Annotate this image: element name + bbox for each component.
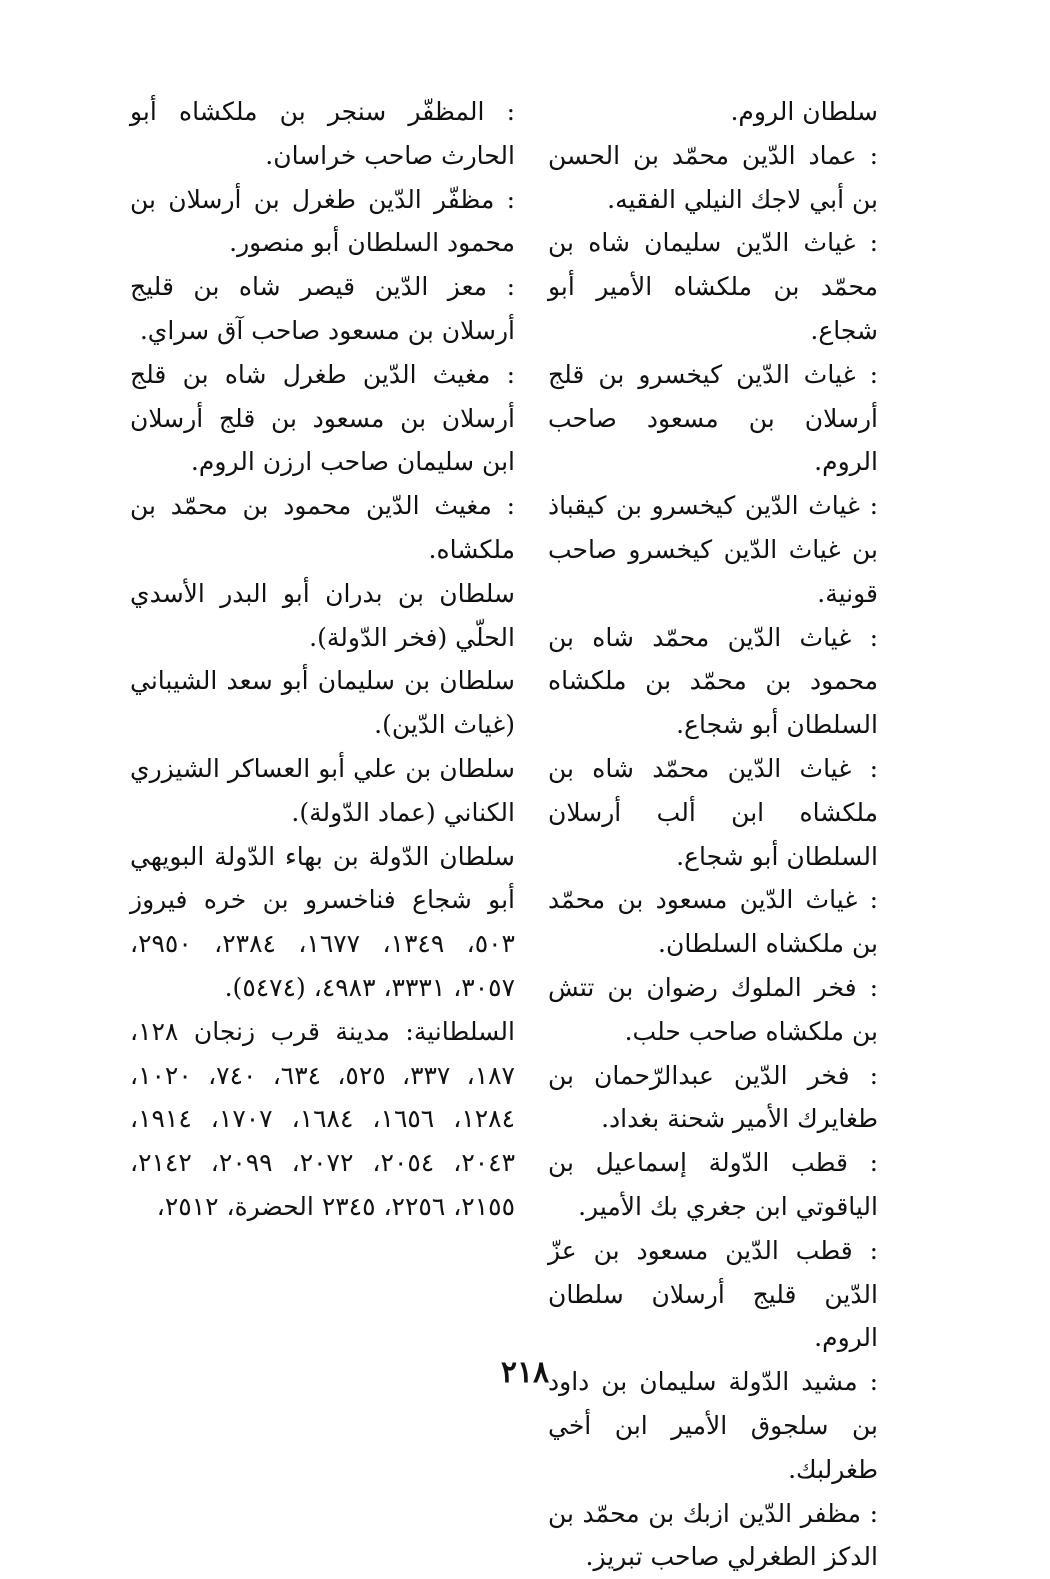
index-entry: سلطان بن علي أبو العساكر الشيزري الكناني (عماد الدّولة). — [130, 747, 515, 835]
index-entry: : مغيث الدّين محمود بن محمّد بن ملكشاه. — [130, 484, 515, 572]
index-entry: سلطان بن بدران أبو البدر الأسدي الحلّي (فخر الدّولة). — [130, 572, 515, 660]
index-entry: : معز الدّين قيصر شاه بن قليج أرسلان بن مسعود صاحب آق سراي. — [130, 265, 515, 353]
index-entry: : فخر الملوك رضوان بن تتش بن ملكشاه صاحب حلب. — [548, 966, 878, 1054]
index-entry: : غياث الدّين محمّد شاه بن ملكشاه ابن ألب أرسلان السلطان أبو شجاع. — [548, 747, 878, 878]
index-entry: : قطب الدّين مسعود بن عزّ الدّين قليج أرسلان سلطان الروم. — [548, 1229, 878, 1360]
index-entry: : غياث الدّين سليمان شاه بن محمّد بن ملكشاه الأمير أبو شجاع. — [548, 221, 878, 352]
index-entry: سلطان الروم. — [548, 90, 878, 134]
index-entry: : فخر الدّين عبدالرّحمان بن طغايرك الأمير شحنة بغداد. — [548, 1054, 878, 1142]
index-entry: : قطب الدّولة إسماعيل بن الياقوتي ابن جغري بك الأمير. — [548, 1141, 878, 1229]
index-entry: : مشيد الدّولة سليمان بن داود بن سلجوق الأمير ابن أخي طغرلبك. — [548, 1360, 878, 1491]
index-entry: : غياث الدّين كيخسرو بن قلج أرسلان بن مسعود صاحب الروم. — [548, 353, 878, 484]
index-entry: السلطانية: مدينة قرب زنجان ١٢٨، ١٨٧، ٣٣٧، ٥٢٥، ٦٣٤، ٧٤٠، ١٠٢٠، ١٢٨٤، ١٦٥٦، ١٦٨٤، ١٧٠٧، ١٩١٤، ٢٠٤٣، ٢٠٥٤، ٢٠٧٢، ٢٠٩٩، ٢١٤٢، ٢١٥٥، ٢٢٥٦، ٢٣٤٥ الحضرة، ٢٥١٢، — [130, 1010, 515, 1229]
index-entry: : غياث الدّين مسعود بن محمّد بن ملكشاه السلطان. — [548, 878, 878, 966]
index-entry: : غياث الدّين كيخسرو بن كيقباذ بن غياث الدّين كيخسرو صاحب قونية. — [548, 484, 878, 615]
left-column — [130, 90, 515, 1229]
index-entry: : مظفر الدّين ازبك بن محمّد بن الدكز الطغرلي صاحب تبريز. — [548, 1492, 878, 1579]
index-entry: سلطان الدّولة بن بهاء الدّولة البويهي أبو شجاع فناخسرو بن خره فيروز ٥٠٣، ١٣٤٩، ١٦٧٧، ٢٣٨٤، ٢٩٥٠، ٣٠٥٧، ٣٣٣١، ٤٩٨٣، (٥٤٧٤). — [130, 835, 515, 1010]
index-entry: : المظفّر سنجر بن ملكشاه أبو الحارث صاحب خراسان. — [130, 90, 515, 178]
index-entry: : مظفّر الدّين طغرل بن أرسلان بن محمود السلطان أبو منصور. — [130, 178, 515, 266]
index-entry: : غياث الدّين محمّد شاه بن محمود بن محمّد بن ملكشاه السلطان أبو شجاع. — [548, 616, 878, 747]
index-entry: : عماد الدّين محمّد بن الحسن بن أبي لاجك النيلي الفقيه. — [548, 134, 878, 222]
page-number: ٢١٨ — [0, 1355, 1050, 1390]
index-entry: : مغيث الدّين طغرل شاه بن قلج أرسلان بن مسعود بن قلج أرسلان ابن سليمان صاحب ارزن الروم. — [130, 353, 515, 484]
index-entry: سلطان بن سليمان أبو سعد الشيباني (غياث الدّين). — [130, 659, 515, 747]
